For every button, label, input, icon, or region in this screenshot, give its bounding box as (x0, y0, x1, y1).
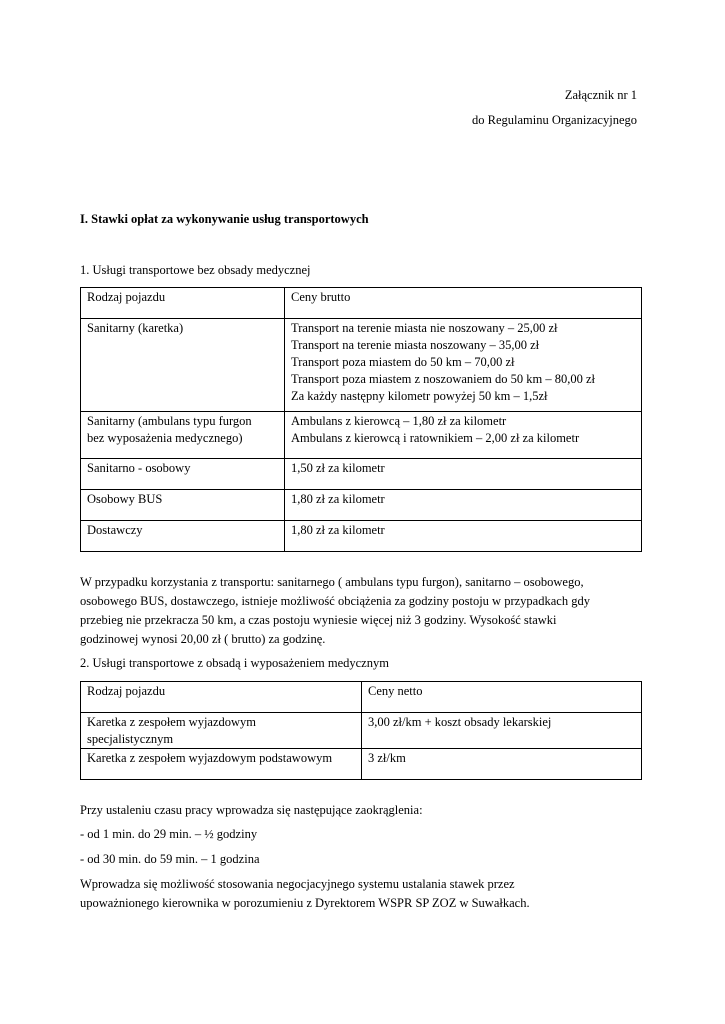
vehicle-type-cell (81, 412, 285, 459)
vehicle-type-cell: Dostawczy (81, 521, 285, 552)
closing-paragraph (80, 875, 645, 913)
cell-line: Ambulans z kierowcą i ratownikiem – 2,00 zł za kilometr (291, 431, 580, 445)
table1-heading: 1. Usługi transportowe bez obsady medycznej (80, 263, 311, 277)
attachment-reference: do Regulaminu Organizacyjnego (471, 113, 637, 127)
cell-line: Ambulans z kierowcą – 1,80 zł za kilometr (291, 414, 507, 428)
price-cell (285, 319, 642, 412)
rounding-rule: - od 1 min. do 29 min. – ½ godziny (80, 827, 258, 841)
header-cell-net-price: Ceny netto (362, 682, 642, 713)
vehicle-type-cell (81, 713, 362, 749)
cell-line: Za każdy następny kilometr powyżej 50 km – 1,5zł (291, 389, 548, 403)
cell-line: Karetka z zespołem wyjazdowym (87, 715, 257, 729)
price-cell: 3,00 zł/km + koszt obsady lekarskiej (362, 713, 642, 749)
table-row (81, 459, 642, 490)
vehicle-type-cell: Osobowy BUS (81, 490, 285, 521)
paragraph-line: osobowego BUS, dostawczego, istnieje możliwość obciążenia za godziny postoju w przypadkach gdy (80, 594, 590, 608)
cell-line: Sanitarny (karetka) (87, 321, 184, 335)
vehicle-type-cell: Sanitarno - osobowy (81, 459, 285, 490)
paragraph-line: godzinowej wynosi 20,00 zł ( brutto) za godzinę. (80, 632, 326, 646)
table-row (81, 412, 642, 459)
table-header-row (81, 288, 642, 319)
paragraph-line: upoważnionego kierownika w porozumieniu z Dyrektorem WSPR SP ZOZ w Suwałkach. (80, 896, 530, 910)
table-row (81, 319, 642, 412)
cell-line: Transport na terenie miasta nie noszowany – 25,00 zł (291, 321, 558, 335)
cell-line: Sanitarny (ambulans typu furgon (87, 414, 252, 428)
idle-time-paragraph (80, 573, 645, 649)
header-cell-gross-price: Ceny brutto (285, 288, 642, 319)
rounding-intro: Przy ustaleniu czasu pracy wprowadza się następujące zaokrąglenia: (80, 803, 423, 817)
cell-line: Transport poza miastem z noszowaniem do 50 km – 80,00 zł (291, 372, 596, 386)
paragraph-line: Wprowadza się możliwość stosowania negocjacyjnego systemu ustalania stawek przez (80, 877, 515, 891)
attachment-number: Załącznik nr 1 (564, 88, 637, 102)
price-cell (285, 412, 642, 459)
cell-line: bez wyposażenia medycznego) (87, 431, 243, 445)
price-cell: 3 zł/km (362, 749, 642, 780)
table-header-row (81, 682, 642, 713)
cell-line: Transport na terenie miasta noszowany – 35,00 zł (291, 338, 540, 352)
medical-transport-rates-table (80, 681, 642, 780)
table-row (81, 521, 642, 552)
price-cell: 1,50 zł za kilometr (285, 459, 642, 490)
table-row (81, 490, 642, 521)
header-cell-vehicle-type: Rodzaj pojazdu (81, 682, 362, 713)
table-row (81, 713, 642, 749)
vehicle-type-cell (81, 319, 285, 412)
price-cell: 1,80 zł za kilometr (285, 521, 642, 552)
header-cell-vehicle-type: Rodzaj pojazdu (81, 288, 285, 319)
table2-heading: 2. Usługi transportowe z obsadą i wyposażeniem medycznym (80, 656, 389, 670)
transport-rates-table (80, 287, 642, 552)
paragraph-line: W przypadku korzystania z transportu: sanitarnego ( ambulans typu furgon), sanitarno – osobowego, (80, 575, 584, 589)
rounding-rule: - od 30 min. do 59 min. – 1 godzina (80, 852, 260, 866)
vehicle-type-cell: Karetka z zespołem wyjazdowym podstawowym (81, 749, 362, 780)
paragraph-line: przebieg nie przekracza 50 km, a czas postoju wyniesie więcej niż 3 godziny. Wysokość stawki (80, 613, 557, 627)
price-cell: 1,80 zł za kilometr (285, 490, 642, 521)
cell-line: specjalistycznym (87, 732, 174, 746)
table-row (81, 749, 642, 780)
section-title: I. Stawki opłat za wykonywanie usług transportowych (80, 212, 369, 226)
cell-line: Transport poza miastem do 50 km – 70,00 zł (291, 355, 515, 369)
